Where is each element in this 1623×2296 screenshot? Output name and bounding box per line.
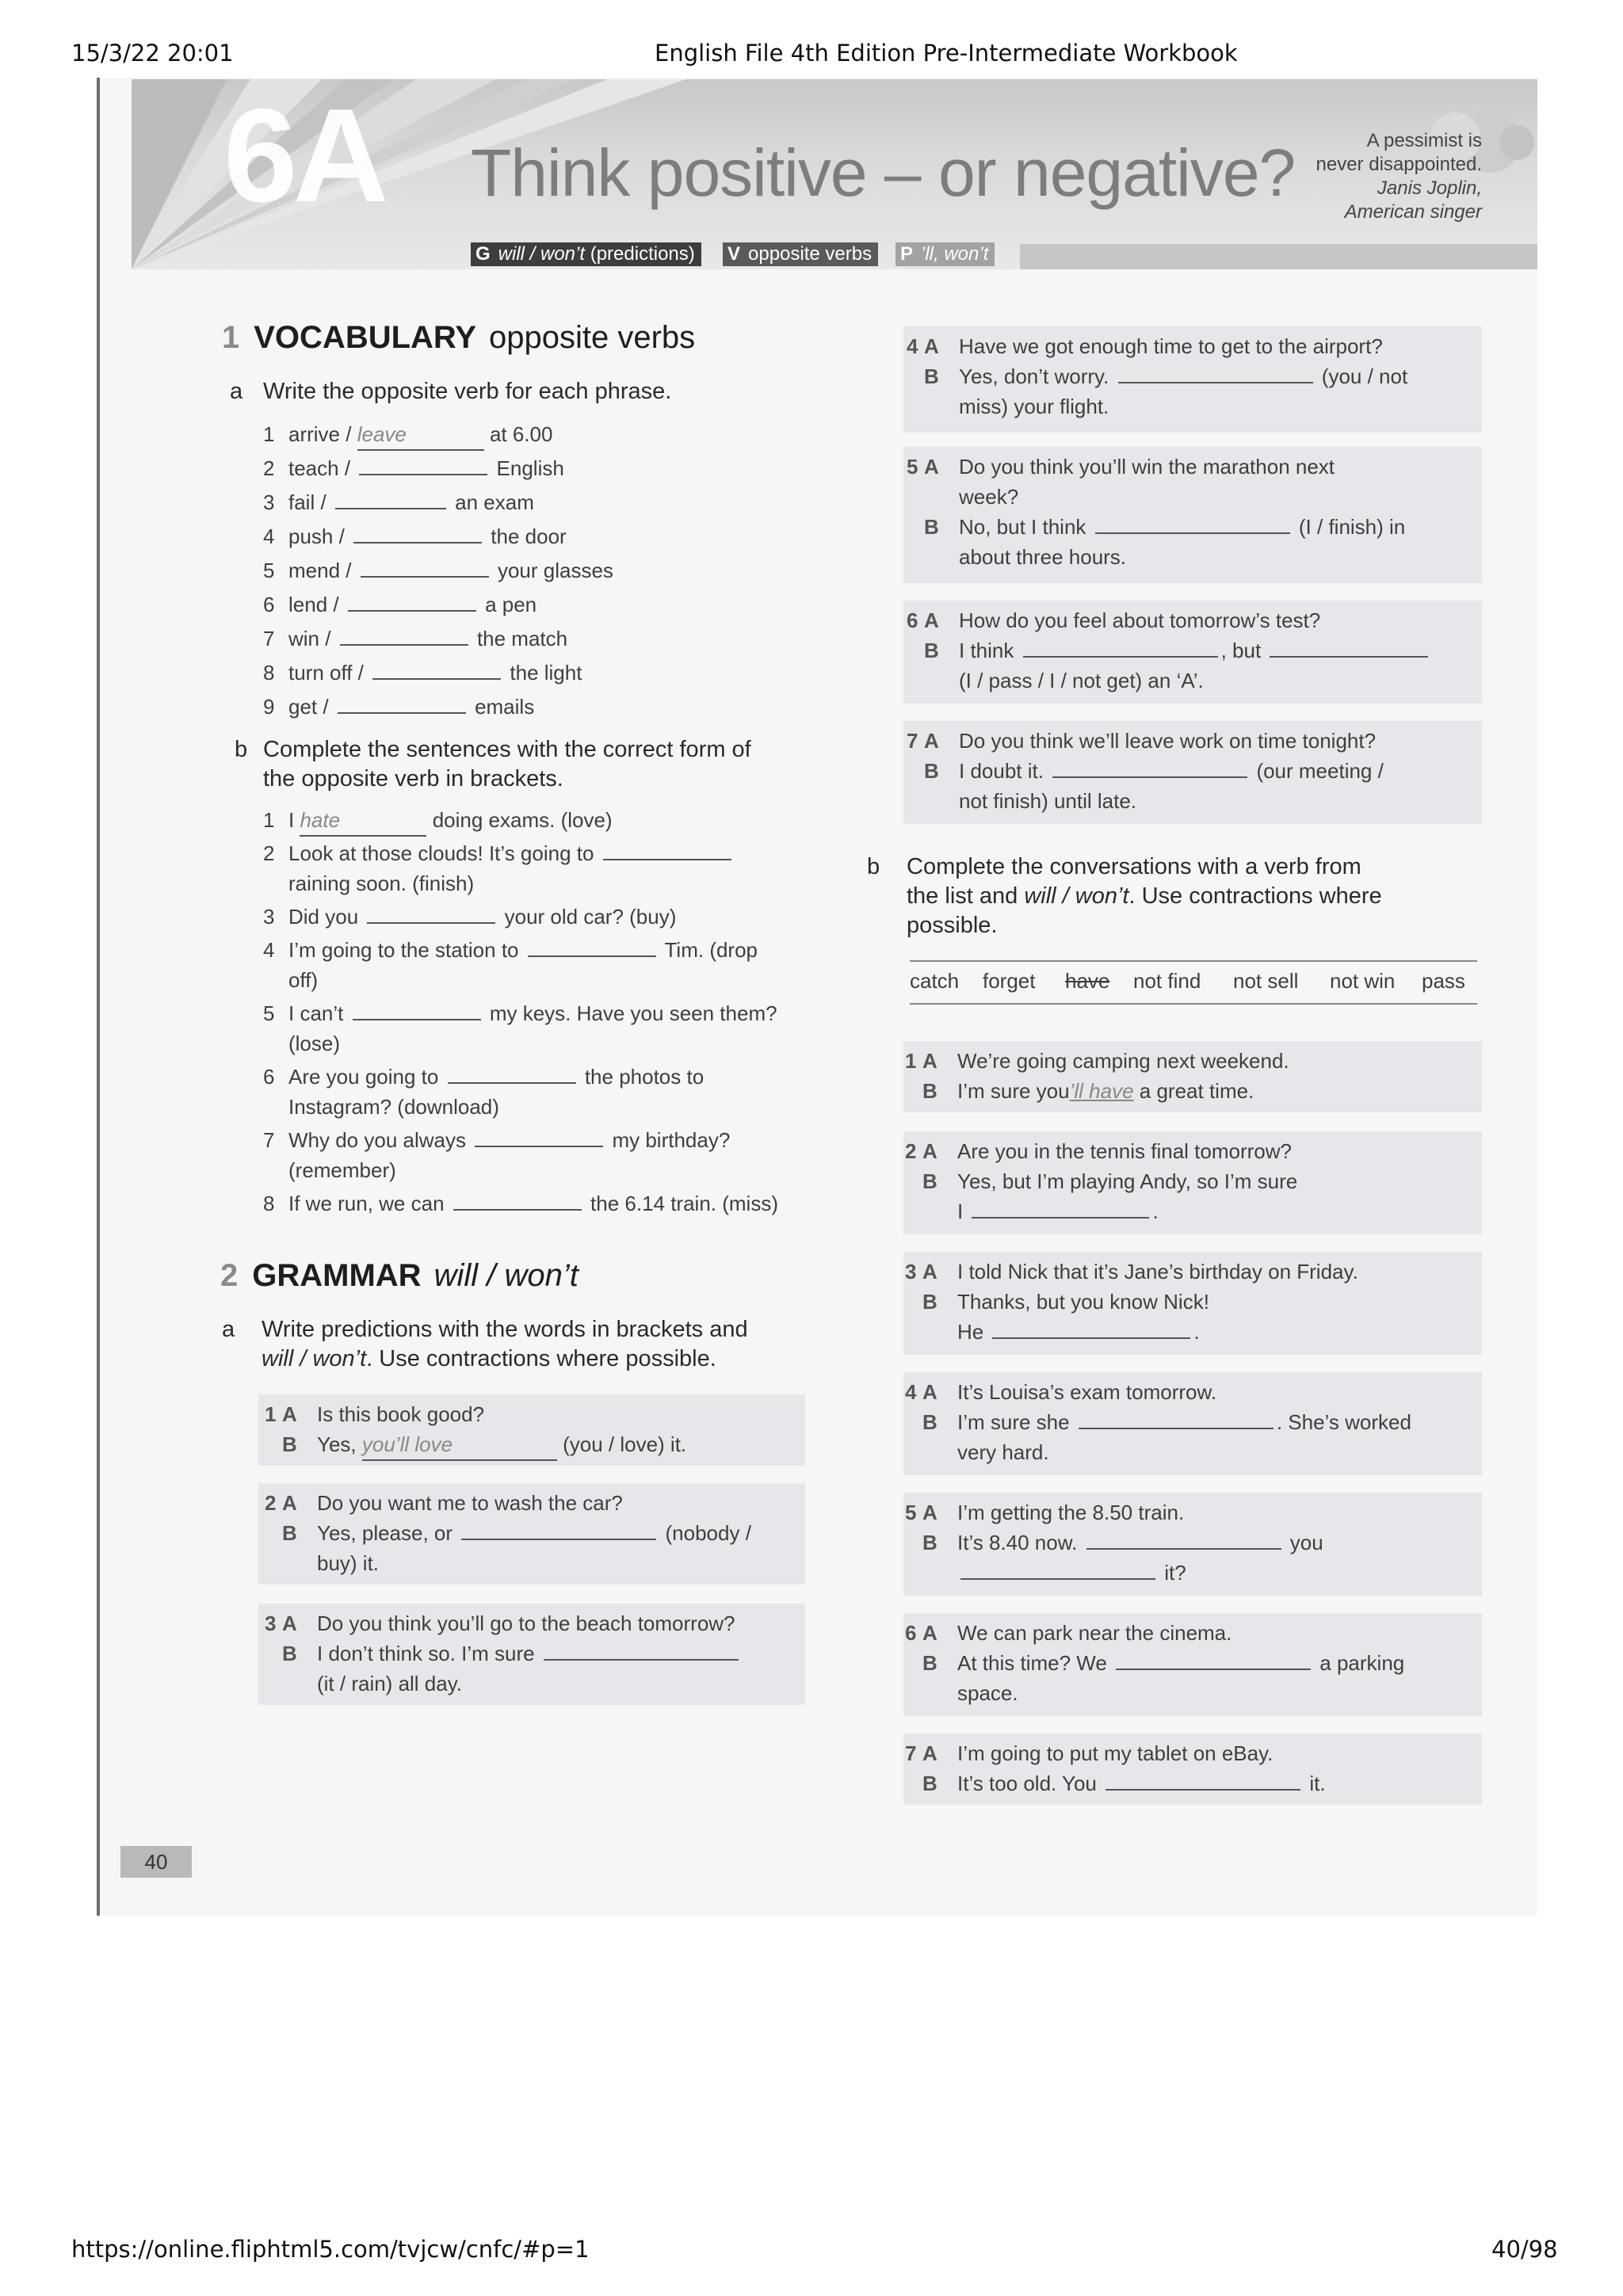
instruction-line-1: Complete the sentences with the correct form of	[263, 737, 751, 762]
exercise-letter: a	[222, 1317, 235, 1342]
grammar-b-dialogue-3: 3 A I told Nick that it’s Jane’s birthday on Friday. B Thanks, but you know Nick! He .	[905, 1260, 1358, 1344]
exercise-letter: b	[867, 854, 880, 879]
grammar-a-instruction	[222, 1315, 748, 1374]
answer-blank[interactable]	[1023, 637, 1218, 658]
section-title: GRAMMAR	[252, 1258, 422, 1293]
vocab-b-item: 8 If we run, we can the 6.14 train. (miss)	[263, 1192, 778, 1215]
print-doc-title: English File 4th Edition Pre-Intermediate Workbook	[655, 40, 1238, 67]
vocab-a-item: 6 lend / a pen	[263, 593, 537, 616]
word-list-item: forget	[983, 969, 1036, 993]
answer-blank[interactable]	[461, 1520, 656, 1540]
answer-blank[interactable]	[1118, 363, 1313, 383]
answer-blank[interactable]	[603, 840, 731, 860]
grammar-b-dialogue-1: 1 A We’re going camping next weekend. B I’m sure you’ll have a great time.	[905, 1049, 1289, 1103]
vocab-b-item: 6 Are you going to the photos to	[263, 1065, 705, 1089]
tag-grammar	[471, 242, 701, 266]
instruction-keyword: will / won’t	[262, 1346, 367, 1371]
answer-blank[interactable]	[367, 903, 495, 924]
vocab-b-item: 2 Look at those clouds! It’s going to	[263, 838, 735, 868]
section-number: 2	[220, 1258, 239, 1293]
lesson-quote	[1316, 129, 1482, 224]
answer-blank[interactable]	[475, 1127, 603, 1147]
answer-blank[interactable]	[340, 625, 468, 646]
vocab-b-item: 5 I can’t my keys. Have you seen them?	[263, 1001, 777, 1025]
vocab-a-item: 5 mend / your glasses	[263, 559, 613, 582]
vocab-b-item: 7 Why do you always my birthday?	[263, 1128, 731, 1152]
print-url: https://online.fliphtml5.com/tvjcw/cnfc/#p=1	[71, 2236, 590, 2263]
lesson-number: 6A	[223, 81, 384, 230]
answer-blank[interactable]	[353, 1000, 481, 1020]
vocab-b-item-cont: (lose)	[288, 1032, 341, 1055]
print-datetime: 15/3/22 20:01	[71, 40, 234, 67]
answer-blank[interactable]	[1116, 1650, 1311, 1670]
answer-blank[interactable]	[544, 1640, 739, 1661]
answer-blank[interactable]	[348, 591, 476, 612]
answer-leave: leave	[357, 419, 484, 451]
instruction-line-2: . Use contractions where possible.	[366, 1346, 716, 1371]
instruction-line-1: Complete the conversations with a verb from	[907, 854, 1361, 879]
quote-line-1: A pessimist is	[1366, 130, 1482, 151]
vocab-b-item: 4 I’m going to the station to Tim. (drop	[263, 938, 758, 962]
tag-pronunciation	[896, 242, 995, 266]
page-edge	[97, 78, 100, 1916]
instruction-line-1: Write predictions with the words in brackets and	[262, 1317, 748, 1342]
answer-blank[interactable]	[372, 659, 501, 680]
answer-blank[interactable]	[960, 1559, 1155, 1580]
instruction-line-2: the opposite verb in brackets.	[263, 766, 563, 791]
instruction-keyword: will / won’t	[1024, 883, 1129, 909]
section-subtitle: opposite verbs	[489, 320, 696, 355]
tag-bar	[1020, 244, 1537, 269]
page-number: 40	[120, 1846, 192, 1878]
answer-blank[interactable]	[359, 455, 487, 475]
word-list-item: not find	[1133, 969, 1201, 993]
vocab-a-item: 8 turn off / the light	[263, 661, 582, 685]
vocab-b-item-cont: raining soon. (finish)	[288, 871, 475, 895]
tag-pronunciation-text: ’ll, won’t	[921, 243, 989, 265]
exercise-letter: b	[235, 737, 248, 762]
grammar-a-dialogue-2: 2 A Do you want me to wash the car? B Yes, please, or (nobody / buy) it.	[265, 1491, 751, 1575]
vocab-b-item-cont: off)	[288, 968, 319, 992]
grammar-a-dialogue-5: 5 A Do you think you’ll win the marathon next week? B No, but I think (I / finish) in about three hours.	[907, 455, 1406, 569]
quote-author-role: American singer	[1344, 201, 1482, 223]
grammar-b-dialogue-2: 2 A Are you in the tennis final tomorrow? B Yes, but I’m playing Andy, so I’m sure I .	[905, 1139, 1298, 1223]
answer-blank[interactable]	[353, 523, 482, 543]
answer-blank[interactable]	[1095, 513, 1290, 534]
tag-pronunciation-letter: P	[900, 243, 914, 265]
grammar-a-dialogue-3: 3 A Do you think you’ll go to the beach tomorrow? B I don’t think so. I’m sure (it / rain) all day.	[300, 1608, 742, 1699]
instruction-text: Write the opposite verb for each phrase.	[263, 379, 672, 404]
answer-blank[interactable]	[1106, 1770, 1300, 1791]
word-list	[910, 960, 1477, 1005]
section-title: VOCABULARY	[254, 320, 476, 355]
instruction-line-3: possible.	[907, 913, 998, 938]
grammar-b-dialogue-6: 6 A We can park near the cinema. B At this time? We a parking space.	[905, 1621, 1405, 1705]
tag-vocabulary	[723, 242, 878, 266]
answer-blank[interactable]	[453, 1190, 582, 1211]
word-list-item: pass	[1422, 969, 1465, 993]
tag-grammar-text: will / won’t	[498, 243, 586, 265]
vocab-b-item: 1 I hate doing exams. (love)	[263, 805, 613, 837]
answer-blank[interactable]	[335, 489, 446, 509]
vocabulary-heading	[222, 320, 695, 356]
word-list-item-used: have	[1065, 969, 1110, 993]
answer-blank[interactable]	[1270, 637, 1428, 658]
tag-grammar-extra: (predictions)	[590, 243, 695, 265]
vocab-a-item: 7 win / the match	[263, 627, 568, 650]
section-number: 1	[222, 320, 240, 355]
answer-blank[interactable]	[972, 1198, 1149, 1219]
tag-vocabulary-letter: V	[727, 243, 741, 265]
word-list-item: not sell	[1233, 969, 1299, 993]
answer-blank[interactable]	[338, 693, 466, 714]
vocab-b-item-cont: Instagram? (download)	[288, 1095, 499, 1119]
section-subtitle: will / won’t	[433, 1258, 579, 1293]
vocab-a-item: 9 get / emails	[263, 695, 535, 719]
grammar-b-dialogue-5: 5 A I’m getting the 8.50 train. B It’s 8.40 now. you it?	[905, 1501, 1323, 1585]
vocab-a-item: 1 arrive / leave at 6.00	[263, 419, 552, 451]
answer-blank[interactable]	[992, 1318, 1190, 1339]
vocab-a-item: 2 teach / English	[263, 456, 564, 480]
vocab-b-item: 3 Did you your old car? (buy)	[263, 905, 677, 929]
instruction-line-2c: . Use contractions where	[1128, 883, 1382, 909]
print-page-counter: 40/98	[1491, 2236, 1558, 2263]
answer-hate: hate	[300, 805, 426, 837]
vocab-a-instruction	[230, 377, 672, 406]
answer-blank[interactable]	[528, 936, 656, 957]
tag-grammar-letter: G	[475, 243, 491, 265]
vocab-a-item: 3 fail / an exam	[263, 490, 534, 514]
tag-vocabulary-text: opposite verbs	[748, 243, 873, 265]
lesson-title: Think positive – or negative?	[471, 135, 1296, 210]
answer-blank[interactable]	[1052, 757, 1247, 778]
answer-blank[interactable]	[448, 1063, 576, 1084]
vocab-a-item: 4 push / the door	[263, 524, 567, 548]
quote-line-2: never disappointed.	[1316, 154, 1482, 175]
word-list-item: catch	[910, 969, 960, 993]
grammar-b-dialogue-4: 4 A It’s Louisa’s exam tomorrow. B I’m sure she . She’s worked very hard.	[905, 1380, 1411, 1464]
word-list-item: not win	[1330, 969, 1396, 993]
answer-blank[interactable]	[1086, 1529, 1281, 1550]
vocab-b-item-cont: (remember)	[288, 1158, 396, 1182]
grammar-b-dialogue-7: 7 A I’m going to put my tablet on eBay. B It’s too old. You it.	[905, 1741, 1326, 1795]
grammar-b-instruction	[867, 852, 1382, 940]
grammar-a-dialogue-1: 1 A Is this book good? B Yes, you’ll love (you / love) it.	[300, 1399, 686, 1461]
vocab-b-instruction	[235, 735, 751, 794]
answer-blank[interactable]	[1079, 1409, 1274, 1429]
quote-author: Janis Joplin,	[1377, 177, 1482, 199]
answer-blank[interactable]	[361, 557, 489, 578]
grammar-a-dialogue-4: 4 A Have we got enough time to get to the airport? B Yes, don’t worry. (you / not miss) your flight.	[907, 334, 1408, 418]
answer-youll-love: you’ll love	[362, 1429, 557, 1461]
grammar-heading	[220, 1258, 579, 1294]
grammar-a-dialogue-7: 7 A Do you think we’ll leave work on time tonight? B I doubt it. (our meeting / not finish) until late.	[907, 729, 1384, 813]
instruction-line-2a: the list and	[907, 883, 1025, 909]
answer-ll-have: ’ll have	[1069, 1079, 1134, 1103]
grammar-a-dialogue-6: 6 A How do you feel about tomorrow’s test? B I think , but (I / pass / I / not get) an ‘A’.	[941, 605, 1431, 696]
exercise-letter: a	[230, 379, 243, 404]
